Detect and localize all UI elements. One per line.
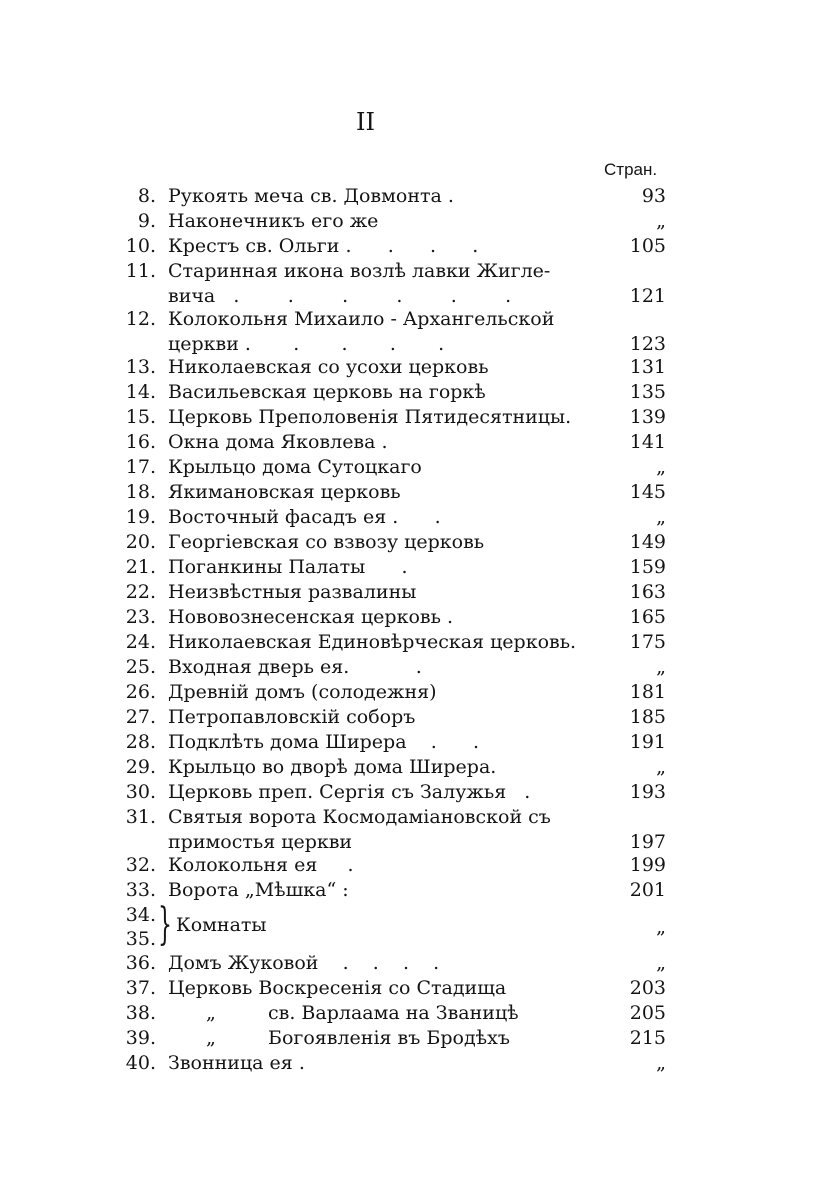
entry-title: Подклѣть дома Ширера . . — [168, 731, 480, 753]
entry-title: Домъ Жуковой . . . . — [168, 952, 440, 974]
list-item — [118, 1051, 678, 1076]
entry-page: 159 — [629, 556, 666, 578]
entry-title: Васильевская церковь на горкѣ — [168, 381, 486, 403]
entry-page: 201 — [629, 879, 666, 901]
list-item — [118, 530, 678, 555]
entry-page: 199 — [629, 854, 666, 876]
entry-number: 22. — [125, 581, 156, 603]
entry-title-line-2: примостья церкви — [168, 831, 353, 853]
entry-page: „ — [656, 756, 666, 778]
entry-page: 93 — [641, 185, 666, 207]
list-item — [118, 505, 678, 530]
list-item — [118, 805, 678, 853]
entry-title-line-1: Старинная икона возлѣ лавки Жигле- — [168, 260, 551, 282]
list-item — [118, 730, 678, 755]
entry-title: Восточный фасадъ ея . . — [168, 506, 441, 528]
entry-number: 36. — [125, 952, 156, 974]
entry-title: Крестъ св. Ольги . . . . — [168, 235, 479, 257]
entry-number: 18. — [125, 481, 156, 503]
entry-title: Ворота „Мѣшка“ : — [168, 879, 349, 901]
entry-title: Колокольня ея . — [168, 854, 354, 876]
entry-page: 175 — [629, 631, 666, 653]
list-item — [118, 355, 678, 380]
page-number: II — [356, 108, 375, 136]
entry-number: 37. — [125, 977, 156, 999]
entry-number: 27. — [125, 706, 156, 728]
list-item-grouped — [118, 899, 678, 951]
ditto-mark: „ — [206, 1027, 216, 1049]
entry-page: 185 — [629, 706, 666, 728]
entry-title: Якимановская церковь — [168, 481, 401, 503]
entry-page: „ — [656, 1052, 666, 1074]
list-item — [118, 480, 678, 505]
list-item — [118, 605, 678, 630]
ditto-mark: „ — [206, 1002, 216, 1024]
entry-title: св. Варлаама на Званицѣ — [268, 1002, 519, 1024]
entry-page: 123 — [629, 333, 666, 355]
entry-title: Церковь Воскресенія со Стадища — [168, 977, 507, 999]
entry-title: Церковь преп. Сергія съ Залужья . — [168, 781, 531, 803]
entry-title: Богоявленія въ Бродѣхъ — [268, 1027, 510, 1049]
entry-number: 17. — [125, 456, 156, 478]
entry-number: 24. — [125, 631, 156, 653]
entry-number: 20. — [125, 531, 156, 553]
entry-number: 40. — [125, 1052, 156, 1074]
entry-page: 131 — [629, 356, 666, 378]
entry-page: 181 — [629, 681, 666, 703]
list-item — [118, 755, 678, 780]
list-item — [118, 184, 678, 209]
list-item — [118, 655, 678, 680]
entry-page: 215 — [629, 1027, 666, 1049]
entry-number: 38. — [125, 1002, 156, 1024]
entry-number: 23. — [125, 606, 156, 628]
list-item — [118, 780, 678, 805]
entry-title: Неизвѣстныя развалины — [168, 581, 417, 603]
list-item — [118, 1001, 678, 1026]
list-item — [118, 630, 678, 655]
entry-page: 163 — [629, 581, 666, 603]
list-item — [118, 580, 678, 605]
entry-page: 149 — [629, 531, 666, 553]
entry-title: Крыльцо дома Сутоцкаго — [168, 456, 422, 478]
entry-number: 29. — [125, 756, 156, 778]
entry-number: 14. — [125, 381, 156, 403]
entry-number: 15. — [125, 406, 156, 428]
entry-title: Петропавловскій соборъ — [168, 706, 416, 728]
entry-page: „ — [656, 210, 666, 232]
list-item — [118, 853, 678, 878]
entry-number: 12. — [125, 308, 156, 330]
entry-title: Окна дома Яковлева . — [168, 431, 388, 453]
entry-number: 8. — [137, 185, 156, 207]
list-item — [118, 705, 678, 730]
entry-title-line-1: Колокольня Михаило - Архангельской — [168, 308, 555, 330]
entry-page: 193 — [629, 781, 666, 803]
entry-number: 9. — [137, 210, 156, 232]
entry-number: 35. — [125, 928, 156, 950]
entry-title: Наконечникъ его же — [168, 210, 379, 232]
list-item — [118, 430, 678, 455]
entry-page: 145 — [629, 481, 666, 503]
entry-title: Рукоять меча св. Довмонта . — [168, 185, 454, 207]
illustration-list — [118, 184, 678, 1076]
entry-page: 205 — [629, 1002, 666, 1024]
entry-number: 39. — [125, 1027, 156, 1049]
entry-number: 13. — [125, 356, 156, 378]
entry-page: 135 — [629, 381, 666, 403]
list-item — [118, 680, 678, 705]
entry-title-line-2: вича . . . . . . — [168, 285, 512, 307]
entry-number: 31. — [125, 806, 156, 828]
entry-title: Нововознесенская церковь . — [168, 606, 454, 628]
entry-title: Древній домъ (солодежня) — [168, 681, 437, 703]
list-item — [118, 455, 678, 480]
entry-number: 25. — [125, 656, 156, 678]
list-item — [118, 555, 678, 580]
entry-number: 33. — [125, 879, 156, 901]
entry-page: „ — [656, 916, 666, 938]
entry-title: Поганкины Палаты . — [168, 556, 408, 578]
list-item — [118, 1026, 678, 1051]
entry-number: 28. — [125, 731, 156, 753]
entry-number: 30. — [125, 781, 156, 803]
entry-page: 191 — [629, 731, 666, 753]
entry-page: 121 — [629, 285, 666, 307]
entry-page: 139 — [629, 406, 666, 428]
entry-number: 32. — [125, 854, 156, 876]
entry-title-line-2: церкви . . . . . — [168, 333, 445, 355]
entry-number: 26. — [125, 681, 156, 703]
brace: } — [158, 899, 172, 950]
list-item — [118, 307, 678, 355]
entry-page: „ — [656, 656, 666, 678]
list-item — [118, 380, 678, 405]
entry-number: 21. — [125, 556, 156, 578]
entry-page: 197 — [629, 831, 666, 853]
entry-page: „ — [656, 456, 666, 478]
entry-number: 10. — [125, 235, 156, 257]
entry-title: Комнаты — [176, 914, 267, 936]
list-item — [118, 878, 678, 903]
entry-title: Крыльцо во дворѣ дома Ширера. — [168, 756, 497, 778]
entry-number: 11. — [125, 260, 156, 282]
list-item — [118, 976, 678, 1001]
list-item — [118, 209, 678, 234]
entry-page: „ — [656, 506, 666, 528]
entry-title-line-1: Святыя ворота Космодаміановской съ — [168, 806, 551, 828]
entry-page: 141 — [629, 431, 666, 453]
entry-title: Георгіевская со взвозу церковь — [168, 531, 485, 553]
entry-title: Входная дверь ея. . — [168, 656, 422, 678]
entry-number: 16. — [125, 431, 156, 453]
column-header-pages: Стран. — [604, 160, 658, 179]
entry-title: Николаевская Единовѣрческая церковь. — [168, 631, 577, 653]
entry-title: Звонница ея . — [168, 1052, 305, 1074]
entry-page: 105 — [629, 235, 666, 257]
entry-page: „ — [656, 952, 666, 974]
list-item — [118, 951, 678, 976]
entry-page: 165 — [629, 606, 666, 628]
entry-number: 19. — [125, 506, 156, 528]
entry-title: Церковь Преполовенія Пятидесятницы. — [168, 406, 572, 428]
list-item — [118, 259, 678, 307]
list-item — [118, 405, 678, 430]
entry-number: 34. — [125, 904, 156, 926]
entry-page: 203 — [629, 977, 666, 999]
entry-title: Николаевская со усохи церковь — [168, 356, 489, 378]
list-item — [118, 234, 678, 259]
